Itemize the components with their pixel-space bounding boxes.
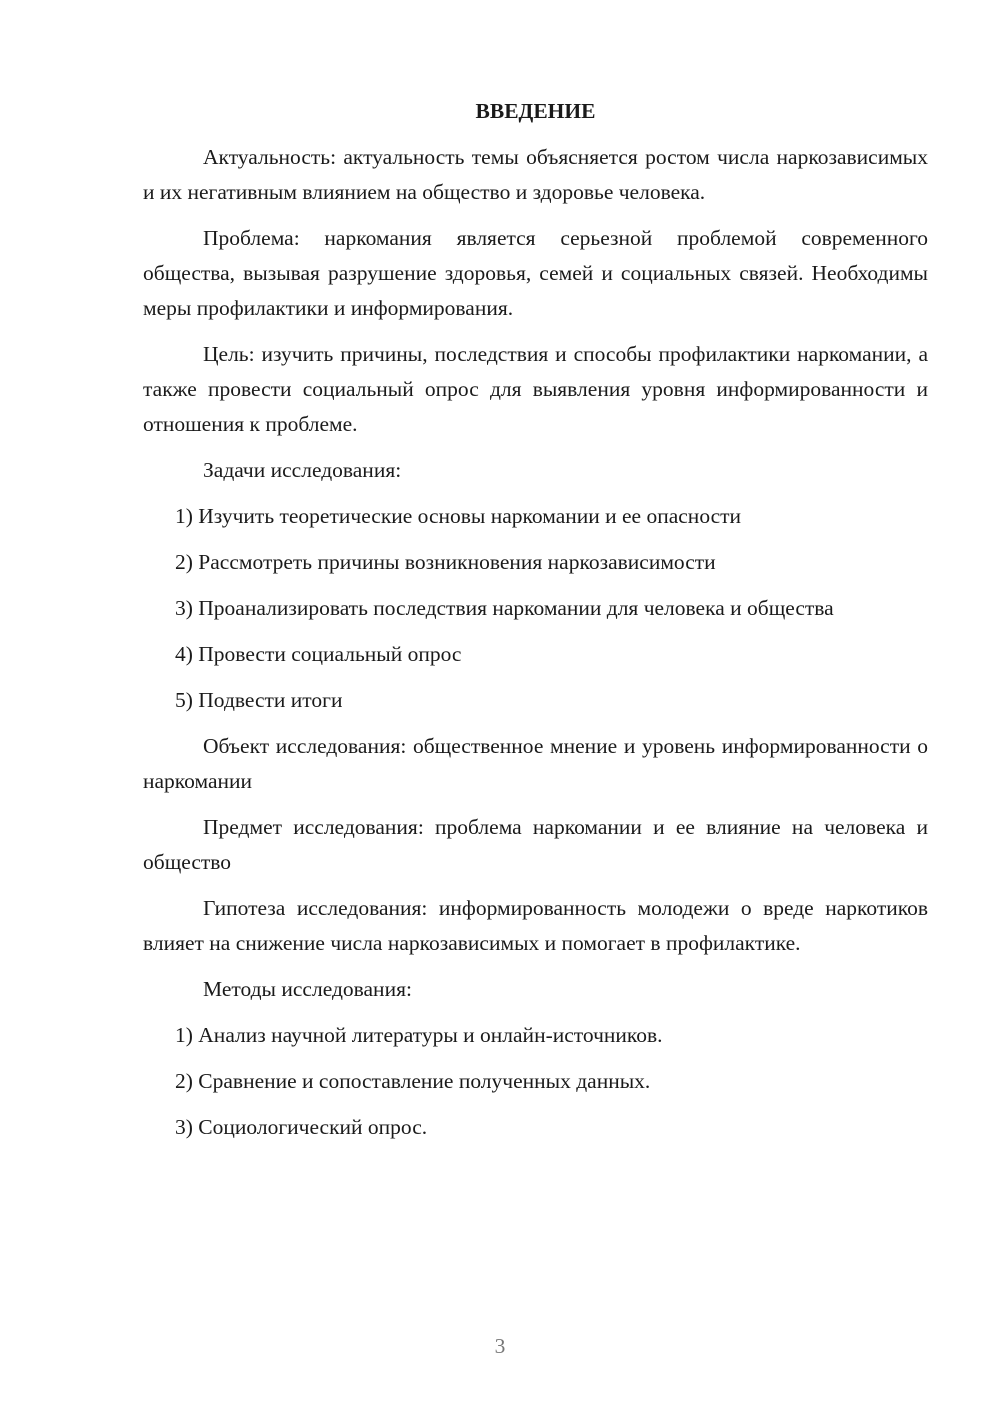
task-item: 4) Провести социальный опрос xyxy=(175,642,462,666)
document-page xyxy=(143,94,928,1156)
task-item: 2) Рассмотреть причины возникновения наркозависимости xyxy=(175,550,716,574)
tasks-heading: Задачи исследования: xyxy=(203,458,402,482)
methods-heading: Методы исследования: xyxy=(203,977,412,1001)
method-item: 3) Социологический опрос. xyxy=(175,1115,428,1139)
hypothesis-paragraph: Гипотеза исследования: информированность молодежи о вреде наркотиков влияет на снижение числа наркозависимых и помогает в профилактике. xyxy=(143,896,928,955)
method-item: 2) Сравнение и сопоставление полученных данных. xyxy=(175,1069,651,1093)
object-paragraph: Объект исследования: общественное мнение и уровень информированности о наркомании xyxy=(143,734,928,793)
goal-paragraph: Цель: изучить причины, последствия и способы профилактики наркомании, а также провести социальный опрос для выявления уровня информированности и отношения к проблеме. xyxy=(143,342,928,436)
relevance-paragraph: Актуальность: актуальность темы объясняется ростом числа наркозависимых и их негативным влиянием на общество и здоровье человека. xyxy=(143,145,928,204)
page-title: ВВЕДЕНИЕ xyxy=(475,99,596,123)
problem-paragraph: Проблема: наркомания является серьезной проблемой современного общества, вызывая разрушение здоровья, семей и социальных связей. Необходимы меры профилактики и информирования. xyxy=(143,226,928,320)
task-item: 1) Изучить теоретические основы наркомании и ее опасности xyxy=(175,504,742,528)
subject-paragraph: Предмет исследования: проблема наркомании и ее влияние на человека и общество xyxy=(143,815,928,874)
task-item: 3) Проанализировать последствия наркомании для человека и общества xyxy=(175,596,834,620)
task-item: 5) Подвести итоги xyxy=(175,688,343,712)
page-number: 3 xyxy=(494,1334,506,1358)
method-item: 1) Анализ научной литературы и онлайн-источников. xyxy=(175,1023,663,1047)
